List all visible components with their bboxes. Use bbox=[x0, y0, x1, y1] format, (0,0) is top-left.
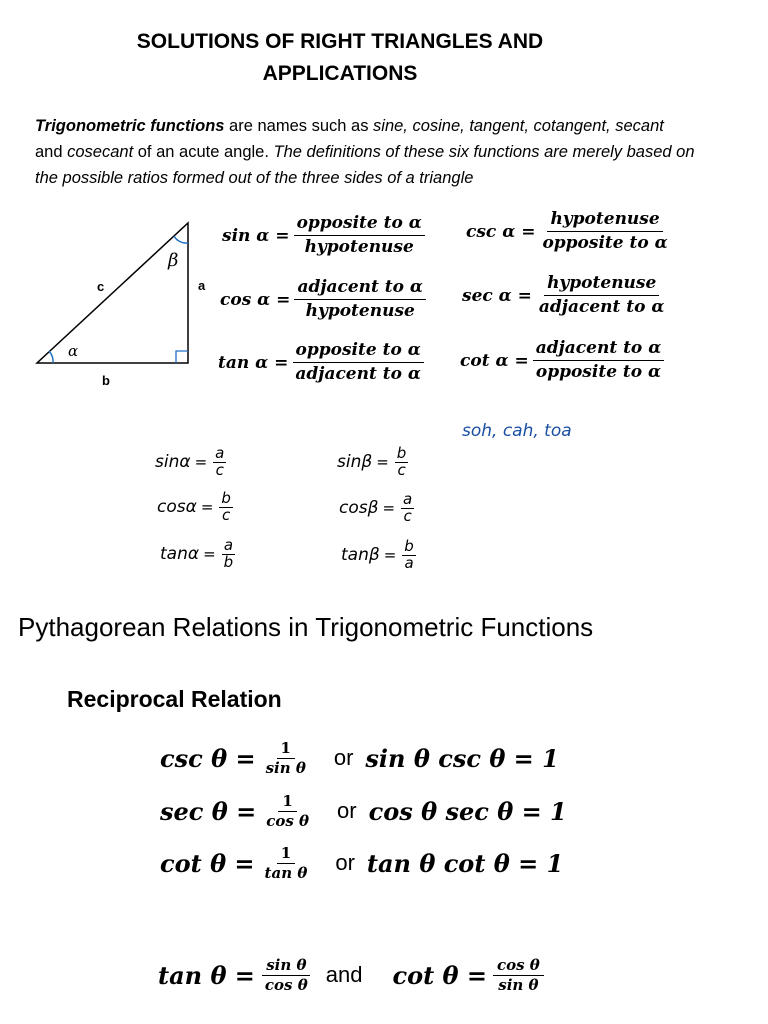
reciprocal-csc-row: csc θ = $\frac{1}{\text{sin θ}}$ or sin θ csc θ = 1 bbox=[160, 739, 559, 777]
cos-definition: cos α = $\frac{\text{adjacent to α}}{\text{hypotenuse}}$ bbox=[220, 278, 426, 321]
side-b-label: b bbox=[102, 373, 110, 388]
quotient-relations-row: tan θ = $\frac{\text{sin θ}}{\text{cos θ}}$ and cot θ = $\frac{\text{cos θ}}{\text{sin θ}}$ bbox=[158, 957, 544, 993]
side-c-label: c bbox=[97, 279, 105, 294]
sin-definition: sin α = $\frac{\text{opposite to α}}{\text{hypotenuse}}$ bbox=[222, 214, 425, 257]
intro-text-2: of an acute angle. bbox=[133, 143, 274, 161]
right-triangle-diagram bbox=[20, 210, 220, 390]
intro-secant: secant bbox=[615, 117, 664, 135]
side-a-label: a bbox=[198, 278, 206, 293]
handwritten-cos-beta: cosβ = $\frac{a}{c}$ bbox=[339, 490, 413, 525]
alpha-angle-arc bbox=[49, 351, 53, 363]
page-title-line-2: APPLICATIONS bbox=[262, 62, 418, 85]
sec-definition: sec α = $\frac{\text{hypotenuse}}{\text{adjacent to α}}$ bbox=[462, 273, 665, 317]
intro-function-list: sine, cosine, tangent, cotangent, bbox=[373, 117, 611, 135]
beta-angle-arc bbox=[174, 236, 188, 243]
page-title-line-1: SOLUTIONS OF RIGHT TRIANGLES AND bbox=[136, 30, 544, 53]
tan-definition: tan α = $\frac{\text{opposite to α}}{\text{adjacent to α}}$ bbox=[218, 341, 424, 384]
csc-definition: csc α = $\frac{\text{hypotenuse}}{\text{opposite to α}}$ bbox=[466, 209, 668, 253]
reciprocal-cot-row: cot θ = $\frac{1}{\text{tan θ}}$ or tan θ cot θ = 1 bbox=[160, 844, 564, 882]
handwritten-cos-alpha: cosα = $\frac{b}{c}$ bbox=[157, 489, 231, 524]
handwritten-sin-beta: sinβ = $\frac{b}{c}$ bbox=[337, 444, 407, 479]
triangle-outline bbox=[37, 223, 188, 363]
right-angle-mark bbox=[176, 351, 188, 363]
intro-term: Trigonometric functions bbox=[35, 117, 225, 135]
intro-and: and bbox=[35, 143, 68, 161]
intro-text-1: are names such as bbox=[224, 117, 374, 135]
handwritten-tan-alpha: tanα = $\frac{a}{b}$ bbox=[160, 536, 234, 571]
section-heading: Pythagorean Relations in Trigonometric Functions bbox=[18, 612, 594, 642]
soh-cah-toa-note: soh, cah, toa bbox=[462, 421, 572, 441]
reciprocal-sec-row: sec θ = $\frac{1}{\text{cos θ}}$ or cos θ sec θ = 1 bbox=[160, 792, 567, 830]
handwritten-tan-beta: tanβ = $\frac{b}{a}$ bbox=[341, 537, 414, 572]
beta-label: β bbox=[168, 250, 179, 271]
cot-definition: cot α = $\frac{\text{adjacent to α}}{\text{opposite to α}}$ bbox=[460, 339, 664, 382]
intro-paragraph bbox=[35, 113, 695, 191]
alpha-label: α bbox=[68, 342, 79, 360]
intro-cosecant: cosecant bbox=[67, 143, 134, 161]
reciprocal-heading: Reciprocal Relation bbox=[67, 686, 282, 712]
intro-definitions: The definitions of these six functions are merely based on the possible ratios formed out of the three sides of a triangle bbox=[35, 143, 695, 187]
handwritten-sin-alpha: sinα = $\frac{a}{c}$ bbox=[155, 444, 225, 479]
